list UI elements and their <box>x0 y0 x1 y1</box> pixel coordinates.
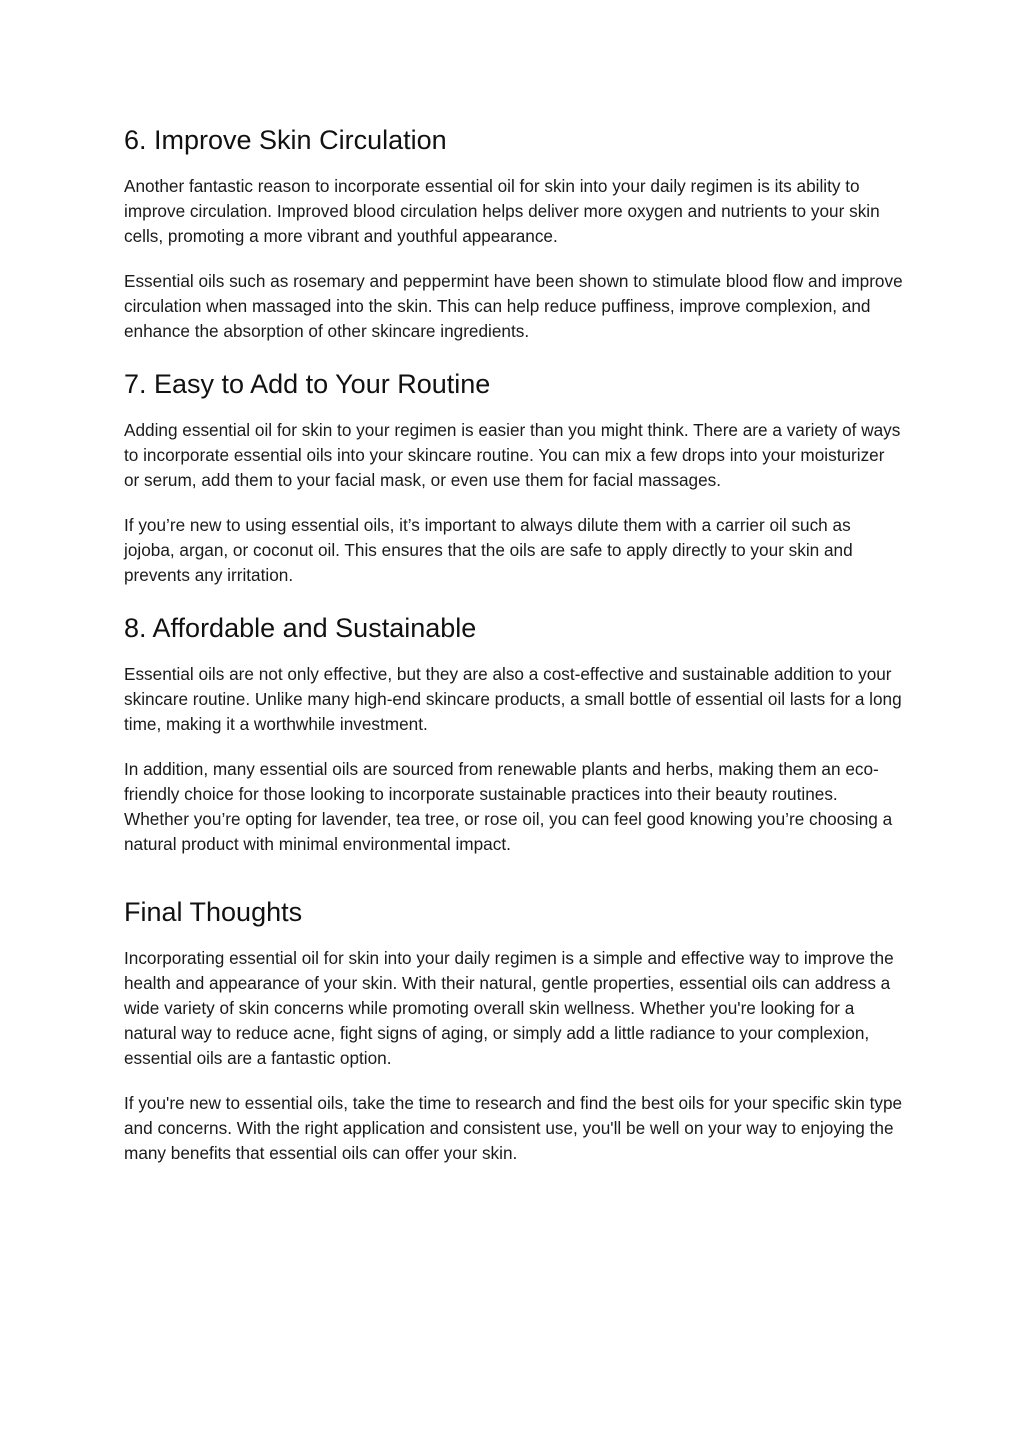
section-heading: 6. Improve Skin Circulation <box>124 125 447 155</box>
section-final-thoughts <box>124 892 904 1166</box>
section-heading: 8. Affordable and Sustainable <box>124 613 477 643</box>
paragraph: Incorporating essential oil for skin into your daily regimen is a simple and effective way to improve the health and appearance of your skin. With their natural, gentle properties, essential oils can address a wide variety of skin concerns while promoting overall skin wellness. Whether you're looking for a natural way to reduce acne, fight signs of aging, or simply add a little radiance to your complexion, essential oils are a fantastic option. <box>124 948 894 1068</box>
section-improve-skin-circulation <box>124 120 904 344</box>
paragraph: Essential oils such as rosemary and peppermint have been shown to stimulate blood flow and improve circulation when massaged into the skin. This can help reduce puffiness, improve complexion, and enhance the absorption of other skincare ingredients. <box>124 271 903 341</box>
paragraph: If you're new to essential oils, take the time to research and find the best oils for your specific skin type and concerns. With the right application and consistent use, you'll be well on your way to enjoying the many benefits that essential oils can offer your skin. <box>124 1093 903 1163</box>
paragraph: In addition, many essential oils are sourced from renewable plants and herbs, making them an eco-friendly choice for those looking to incorporate sustainable practices into their beauty routines. Whether you’re opting for lavender, tea tree, or rose oil, you can feel good knowing you’re choosing a natural product with minimal environmental impact. <box>124 759 893 854</box>
section-heading: 7. Easy to Add to Your Routine <box>124 369 491 399</box>
paragraph: If you’re new to using essential oils, it’s important to always dilute them with a carrier oil such as jojoba, argan, or coconut oil. This ensures that the oils are safe to apply directly to your skin and prevents any irritation. <box>124 515 853 585</box>
section-spacer <box>124 877 904 892</box>
document-page <box>124 120 904 1186</box>
paragraph: Essential oils are not only effective, but they are also a cost-effective and sustainable addition to your skincare routine. Unlike many high-end skincare products, a small bottle of essential oil lasts for a long time, making it a worthwhile investment. <box>124 664 902 734</box>
section-affordable-sustainable <box>124 608 904 857</box>
paragraph: Another fantastic reason to incorporate essential oil for skin into your daily regimen is its ability to improve circulation. Improved blood circulation helps deliver more oxygen and nutrients to your skin cells, promoting a more vibrant and youthful appearance. <box>124 176 880 246</box>
section-heading: Final Thoughts <box>124 897 303 927</box>
section-easy-to-add <box>124 364 904 588</box>
paragraph: Adding essential oil for skin to your regimen is easier than you might think. There are a variety of ways to incorporate essential oils into your skincare routine. You can mix a few drops into your moisturizer or serum, add them to your facial mask, or even use them for facial massages. <box>124 420 901 490</box>
